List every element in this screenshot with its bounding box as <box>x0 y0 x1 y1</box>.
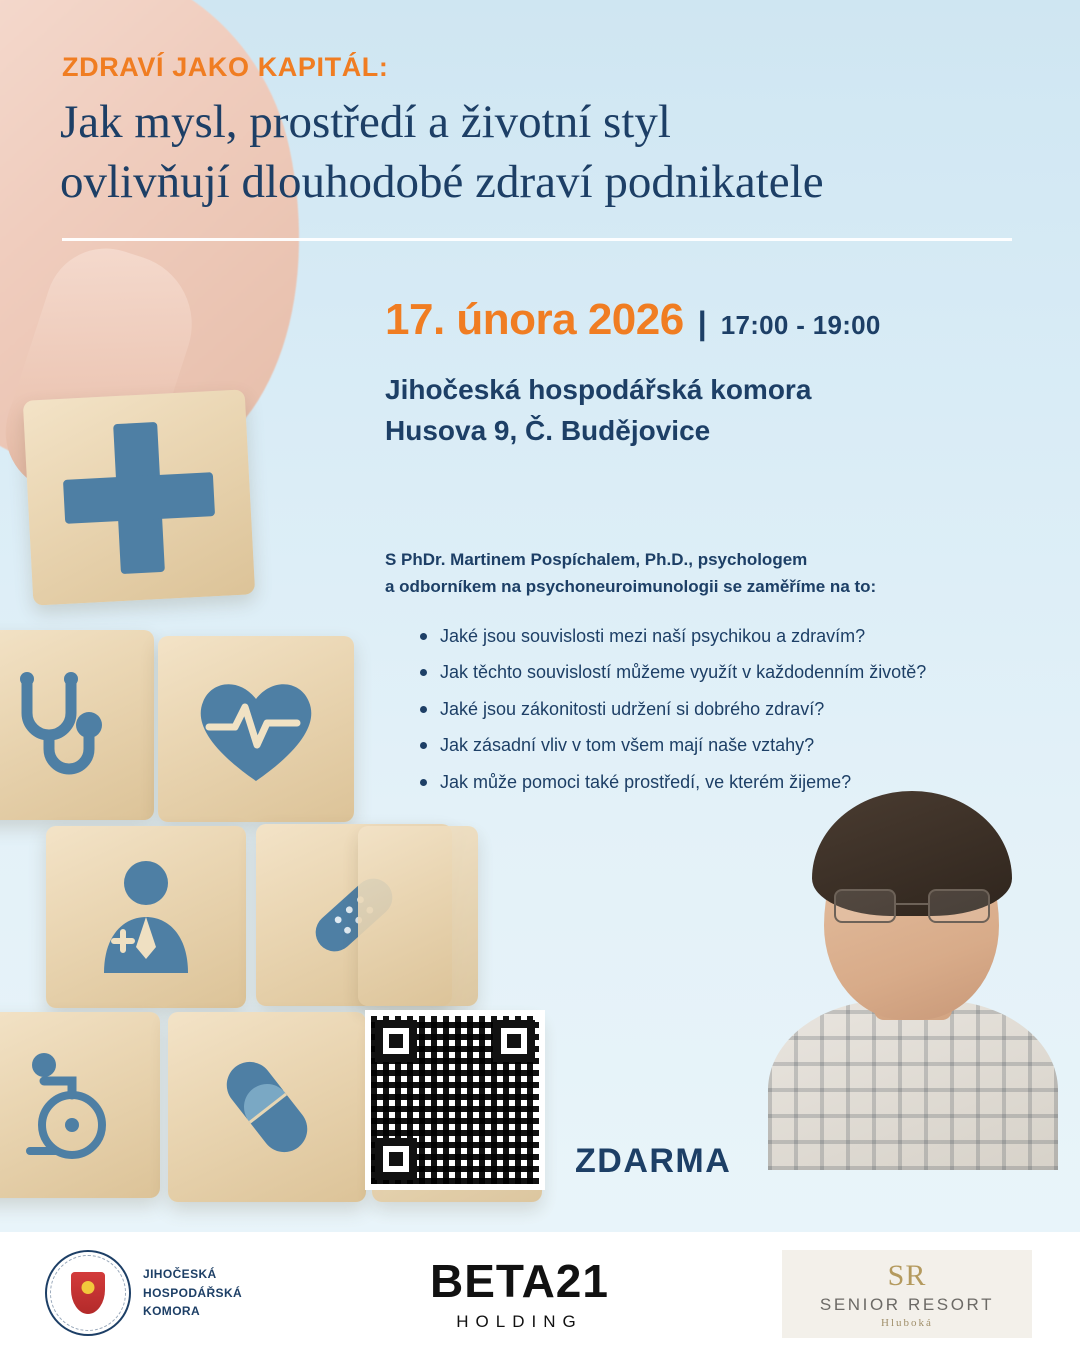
senior-resort-location: Hluboká <box>881 1317 933 1329</box>
page-title <box>60 92 1040 212</box>
headline-line-1: Jak mysl, prostředí a životní styl <box>60 96 671 148</box>
jhk-line-2: HOSPODÁŘSKÁ <box>143 1285 243 1300</box>
stethoscope-icon <box>0 630 154 820</box>
logo-senior-resort <box>782 1250 1032 1338</box>
beta-subtitle: HOLDING <box>456 1312 583 1331</box>
divider <box>62 238 1012 241</box>
qr-finder-bottom-left <box>375 1138 417 1180</box>
venue-line-2: Husova 9, Č. Budějovice <box>385 414 711 446</box>
chamber-seal-icon <box>45 1250 131 1336</box>
event-datetime <box>385 295 881 345</box>
poster-kicker: ZDRAVÍ JAKO KAPITÁL: <box>62 52 389 82</box>
wooden-block-doctor <box>46 826 246 1008</box>
senior-resort-name: SENIOR RESORT <box>819 1295 995 1314</box>
wooden-block-plus <box>23 389 255 605</box>
speaker-intro-line-2: a odborníkem na psychoneuroimunologii se zaměříme na to: <box>385 577 877 597</box>
event-venue <box>385 370 811 451</box>
qr-finder-top-right <box>493 1020 535 1062</box>
jhk-line-3: KOMORA <box>143 1304 201 1319</box>
event-date: 17. února 2026 <box>385 295 684 344</box>
venue-line-1: Jihočeská hospodářská komora <box>385 374 812 405</box>
heart-pulse-icon <box>158 636 354 822</box>
logo-beta21-holding <box>430 1255 609 1332</box>
wheelchair-icon <box>0 1012 160 1198</box>
jhk-logo-text <box>143 1265 242 1321</box>
wooden-block-plain-1 <box>358 826 478 1006</box>
portrait-glasses-icon <box>834 889 990 923</box>
logo-jihoceska-hospodarska-komora <box>45 1250 305 1336</box>
list-item: Jak zásadní vliv v tom všem mají naše vztahy? <box>412 734 1052 757</box>
beta-wordmark: BETA21 <box>430 1255 609 1307</box>
price-label: ZDARMA <box>575 1142 732 1180</box>
list-item: Jak může pomoci také prostředí, ve kterém žijeme? <box>412 771 1052 794</box>
jhk-line-1: JIHOČESKÁ <box>143 1267 217 1282</box>
event-time: 17:00 - 19:00 <box>720 310 881 340</box>
list-item: Jaké jsou souvislosti mezi naší psychikou a zdravím? <box>412 625 1052 648</box>
headline-line-2: ovlivňují dlouhodobé zdraví podnikatele <box>60 156 824 209</box>
wooden-block-stethoscope <box>0 630 154 820</box>
wooden-block-heart <box>158 636 354 822</box>
speaker-portrait <box>762 785 1062 1170</box>
medical-cross-icon <box>23 389 255 605</box>
speaker-intro-line-1: S PhDr. Martinem Pospíchalem, Ph.D., psychologem <box>385 550 808 569</box>
list-item: Jaké jsou zákonitosti udržení si dobrého zdraví? <box>412 698 1052 721</box>
pill-icon <box>168 1012 366 1202</box>
topic-list <box>412 625 1052 807</box>
doctor-icon <box>46 826 246 1008</box>
list-item: Jak těchto souvislostí můžeme využít v každodenním životě? <box>412 661 1052 684</box>
speaker-intro <box>385 546 1025 600</box>
senior-resort-monogram: SR <box>887 1259 927 1292</box>
qr-finder-top-left <box>375 1020 417 1062</box>
datetime-separator: | <box>697 305 707 341</box>
qr-code-pattern <box>371 1016 539 1184</box>
portrait-shirt <box>768 1000 1058 1170</box>
wooden-block-pill <box>168 1012 366 1202</box>
qr-code[interactable] <box>365 1010 545 1190</box>
footer-logos <box>0 1232 1080 1350</box>
wooden-block-wheelchair <box>0 1012 160 1198</box>
